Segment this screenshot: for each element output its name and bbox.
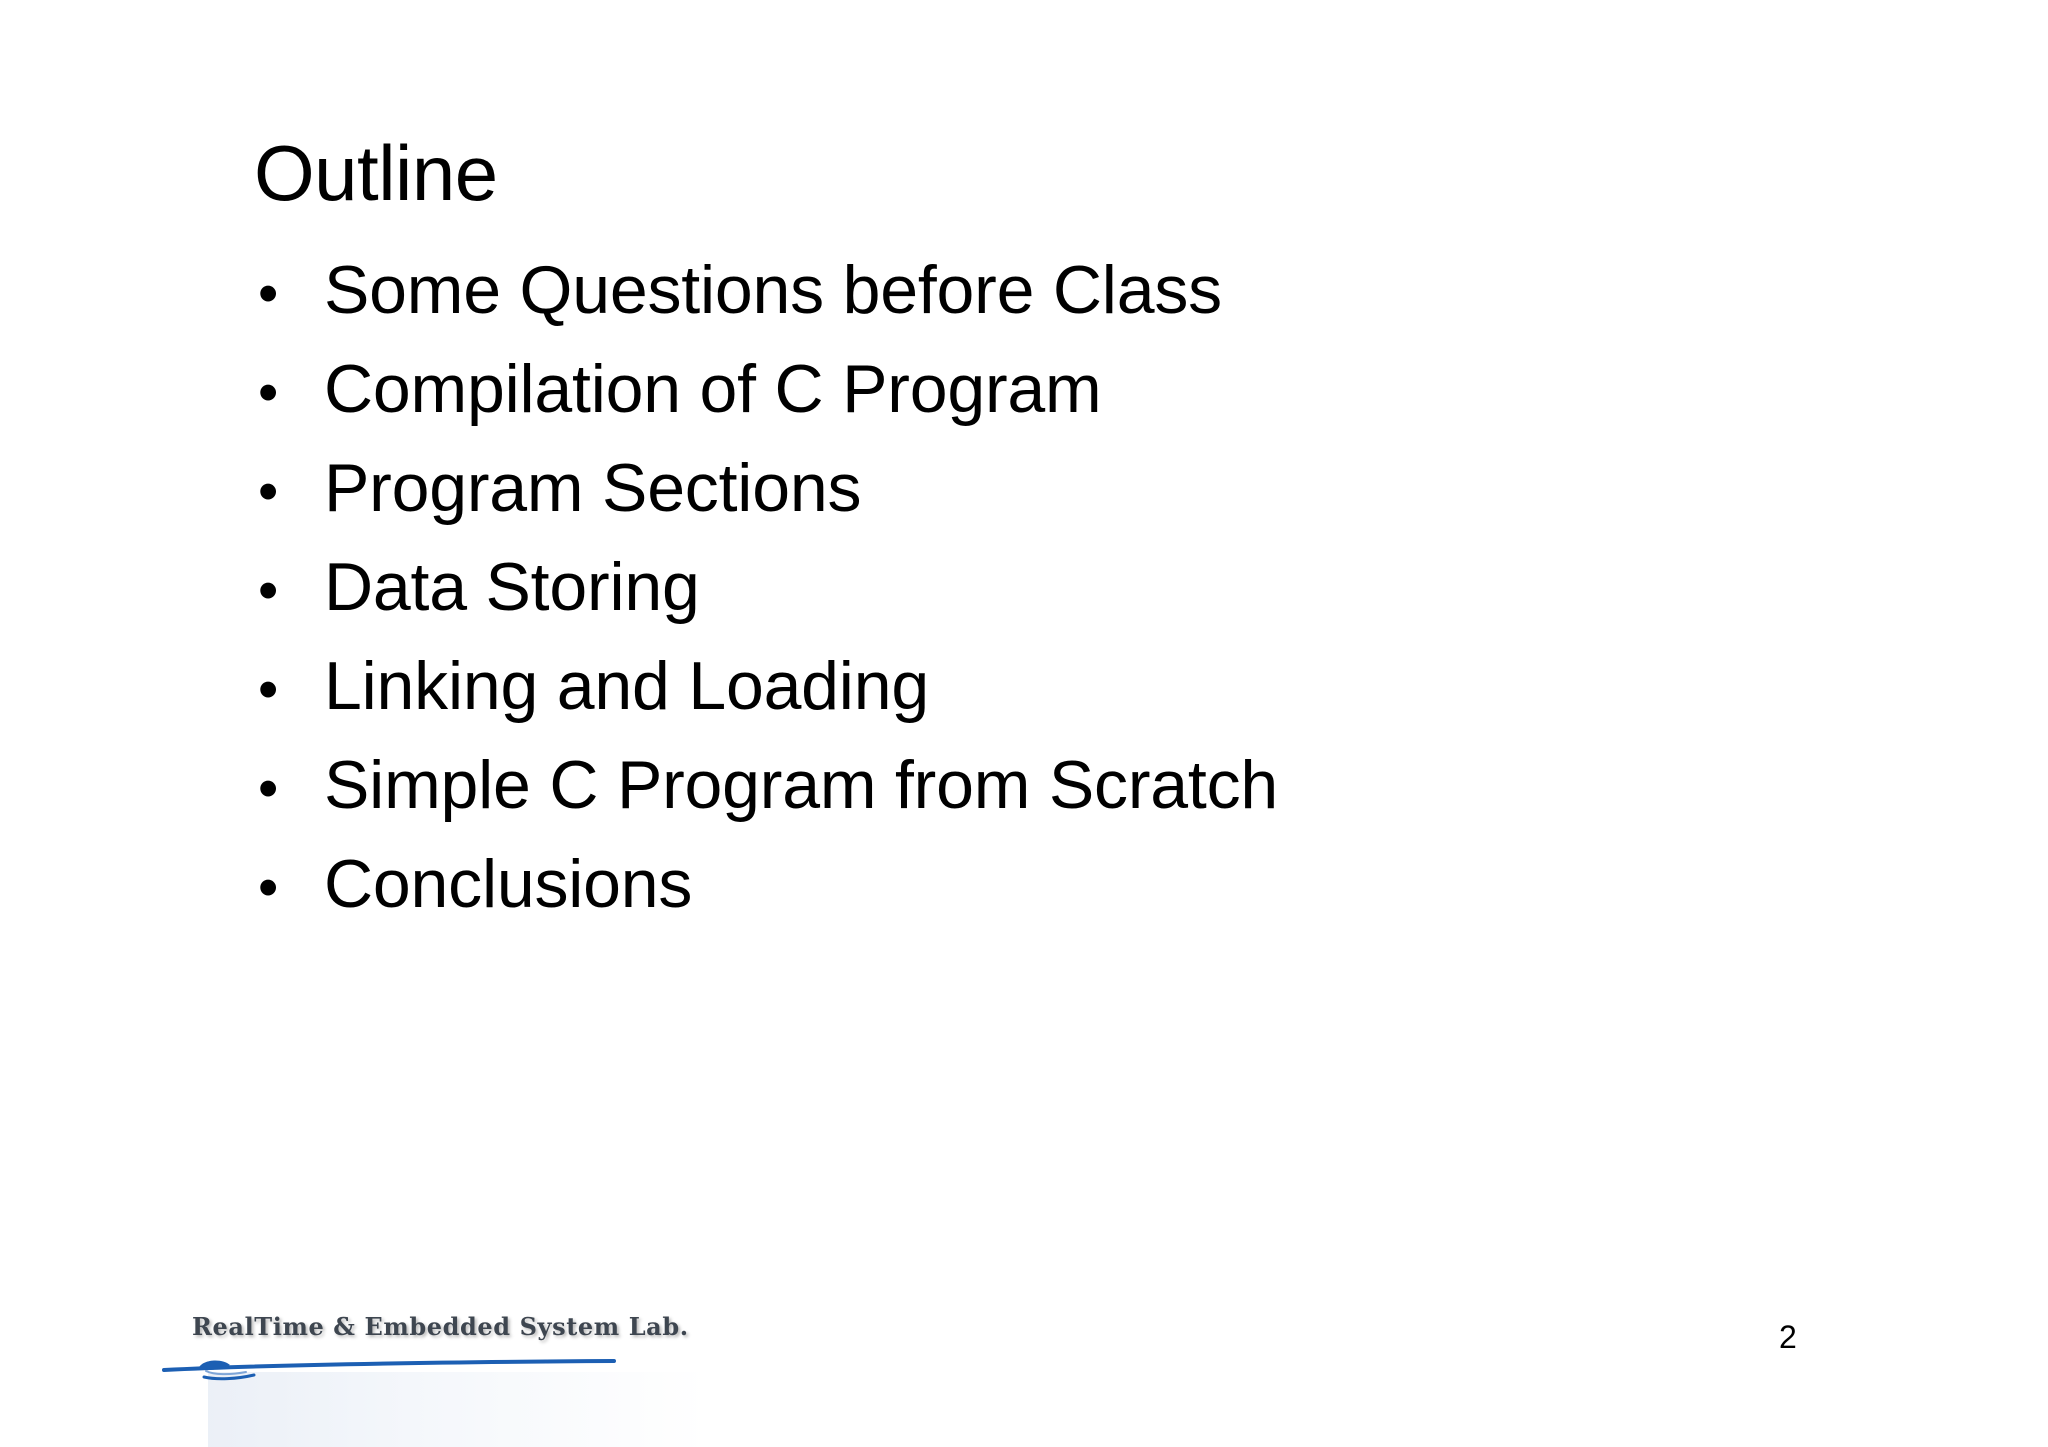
bullet-icon: •: [258, 558, 279, 623]
bullet-icon: •: [258, 261, 279, 326]
bullet-item: [254, 252, 1278, 355]
bullet-icon: •: [258, 657, 279, 722]
lab-logo: [154, 1302, 714, 1447]
bullet-text: Some Questions before Class: [324, 252, 1222, 328]
slide-title: Outline: [254, 129, 498, 217]
bullet-list: [254, 252, 1279, 949]
bullet-text: Linking and Loading: [324, 648, 929, 724]
bullet-item: [254, 351, 1278, 454]
bullet-icon: •: [258, 360, 279, 425]
bullet-item: [254, 648, 1278, 751]
logo-text: RealTime & Embedded System Lab.: [192, 1312, 689, 1341]
bullet-item: [254, 747, 1279, 850]
bullet-text: Compilation of C Program: [324, 351, 1102, 427]
bullet-icon: •: [258, 756, 279, 821]
bullet-text: Data Storing: [324, 549, 700, 625]
bullet-text: Conclusions: [324, 846, 693, 922]
page-number: 2: [1779, 1319, 1797, 1355]
bullet-text: Simple C Program from Scratch: [324, 747, 1279, 823]
bullet-icon: •: [258, 459, 279, 524]
bullet-icon: •: [258, 855, 279, 920]
bullet-item: [254, 450, 1278, 553]
bullet-item: [254, 846, 1278, 949]
logo-swoosh-icon: [154, 1344, 654, 1389]
bullet-text: Program Sections: [324, 450, 862, 526]
bullet-item: [254, 549, 1278, 652]
